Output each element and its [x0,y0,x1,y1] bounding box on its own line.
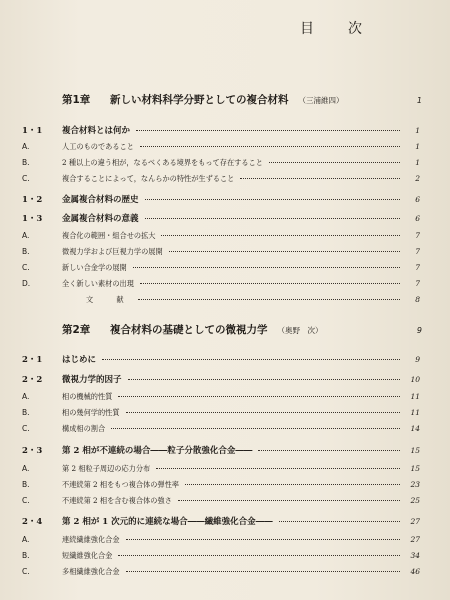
entry-text: 人工のものであること [62,142,134,151]
entry-label: B. [22,408,30,417]
entry-label: 2・1 [22,355,43,365]
toc-entry [22,212,420,224]
entry-text: 複合することによって，なんらかの特性が生ずること [62,174,235,183]
entry-page: 7 [415,279,420,288]
dot-leader [161,235,400,236]
dot-leader [126,539,400,540]
entry-label: A. [22,535,30,544]
entry-label: B. [22,480,30,489]
entry-label: A. [22,464,30,473]
toc-entry [22,353,420,365]
entry-page: 1 [415,142,420,151]
dot-leader [126,571,400,572]
entry-text: 第 2 相が 1 次元的に連続な場合――繊維強化合金―― [62,517,273,527]
entry-page: 1 [415,126,420,135]
entry-page: 27 [410,517,420,526]
toc-entry [22,515,420,527]
entry-label: C. [22,496,30,505]
entry-text: 短繊維強化合金 [62,551,113,560]
entry-label: 2・2 [22,375,43,385]
entry-page: 27 [410,535,420,544]
entry-label: D. [22,279,31,288]
entry-label: 1・3 [22,214,43,224]
entry-page: 14 [410,424,420,433]
entry-page: 10 [410,375,420,384]
entry-text: 相の幾何学的性質 [62,408,120,417]
entry-page: 7 [415,263,420,272]
toc-entry [22,158,420,168]
entry-text: 文 献 [86,295,132,304]
dot-leader [140,283,400,284]
entry-page: 6 [415,195,420,204]
dot-leader [156,468,400,469]
entry-page: 11 [410,392,420,401]
dot-leader [145,199,400,200]
dot-leader [258,450,400,451]
entry-label: B. [22,158,30,167]
entry-page: 8 [415,295,420,304]
entry-text: 微視力学および巨視力学の展開 [62,247,163,256]
dot-leader [118,555,400,556]
dot-leader [178,500,400,501]
entry-page: 46 [410,567,420,576]
entry-label: 2・3 [22,446,43,456]
entry-page: 25 [410,496,420,505]
toc-entry [22,142,420,152]
dot-leader [111,428,400,429]
entry-page: 7 [415,231,420,240]
toc-entry [22,392,420,402]
chapter-page: 9 [416,326,422,335]
dot-leader [169,251,400,252]
entry-text: 複合化の範囲・組合せの拡大 [62,231,156,240]
entry-label: B. [22,551,30,560]
dot-leader [138,299,400,300]
entry-text: 金属複合材料の歴史 [62,195,139,205]
dot-leader [118,396,400,397]
entry-page: 6 [415,214,420,223]
toc-entry [22,124,420,136]
toc-entry [22,263,420,273]
entry-page: 9 [415,355,420,364]
chapter-number: 第2章 [62,324,91,336]
chapter-heading [62,92,422,107]
dot-leader [128,379,400,380]
entry-label: 1・1 [22,126,43,136]
dot-leader [145,218,400,219]
entry-label: C. [22,263,30,272]
entry-label: 1・2 [22,195,43,205]
toc-title: 目 次 [300,21,372,37]
toc-entry [22,295,420,305]
dot-leader [126,412,400,413]
entry-text: 全く新しい素材の出現 [62,279,134,288]
entry-text: 第 2 相粒子周辺の応力分布 [62,464,151,473]
toc-entry [22,551,420,561]
chapter-author: （奥野 次） [277,326,323,335]
dot-leader [133,267,400,268]
entry-label: C. [22,424,30,433]
dot-leader [140,146,400,147]
dot-leader [102,359,400,360]
entry-page: 7 [415,247,420,256]
entry-text: 連続繊維強化合金 [62,535,120,544]
entry-page: 1 [415,158,420,167]
entry-text: 相の機械的性質 [62,392,113,401]
entry-label: A. [22,142,30,151]
toc-entry [22,535,420,545]
toc-entry [22,496,420,506]
entry-label: A. [22,392,30,401]
toc-entry [22,279,420,289]
toc-entry [22,408,420,418]
entry-text: 新しい合金学の展開 [62,263,127,272]
chapter-number: 第1章 [62,94,91,106]
entry-text: 微視力学的因子 [62,375,122,385]
entry-text: はじめに [62,355,97,365]
toc-entry [22,174,420,184]
chapter-author: （三浦維四） [298,96,344,105]
dot-leader [279,521,400,522]
entry-page: 23 [410,480,420,489]
chapter-title: 新しい材料科学分野としての複合材料 [110,94,289,106]
entry-text: 金属複合材料の意義 [62,214,139,224]
entry-text: 不連続第 2 相をもつ複合体の弾性率 [62,480,179,489]
entry-page: 34 [410,551,420,560]
chapter-title: 複合材料の基礎としての微視力学 [110,324,268,336]
chapter-heading [62,322,422,337]
entry-page: 11 [410,408,420,417]
entry-page: 15 [410,464,420,473]
entry-page: 15 [410,446,420,455]
toc-entry [22,424,420,434]
toc-entry [22,464,420,474]
dot-leader [185,484,400,485]
toc-entry [22,247,420,257]
toc-entry [22,567,420,577]
entry-page: 2 [415,174,420,183]
entry-label: C. [22,567,30,576]
entry-text: 第 2 相が不連続の場合――粒子分散強化合金―― [62,446,253,456]
toc-entry [22,193,420,205]
entry-text: 多相繊維強化合金 [62,567,120,576]
entry-label: B. [22,247,30,256]
entry-label: C. [22,174,30,183]
entry-text: 不連続第 2 相を含む複合体の強さ [62,496,172,505]
entry-text: 構成相の割合 [62,424,106,433]
entry-text: 複合材料とは何か [62,126,131,136]
dot-leader [269,162,400,163]
toc-entry [22,231,420,241]
entry-label: 2・4 [22,517,43,527]
dot-leader [240,178,400,179]
chapter-page: 1 [416,96,422,105]
entry-label: A. [22,231,30,240]
dot-leader [136,130,400,131]
entry-text: 2 種以上の違う相が，なるべくある境界をもって存在すること [62,158,263,167]
toc-entry [22,480,420,490]
toc-entry [22,373,420,385]
toc-entry [22,444,420,456]
